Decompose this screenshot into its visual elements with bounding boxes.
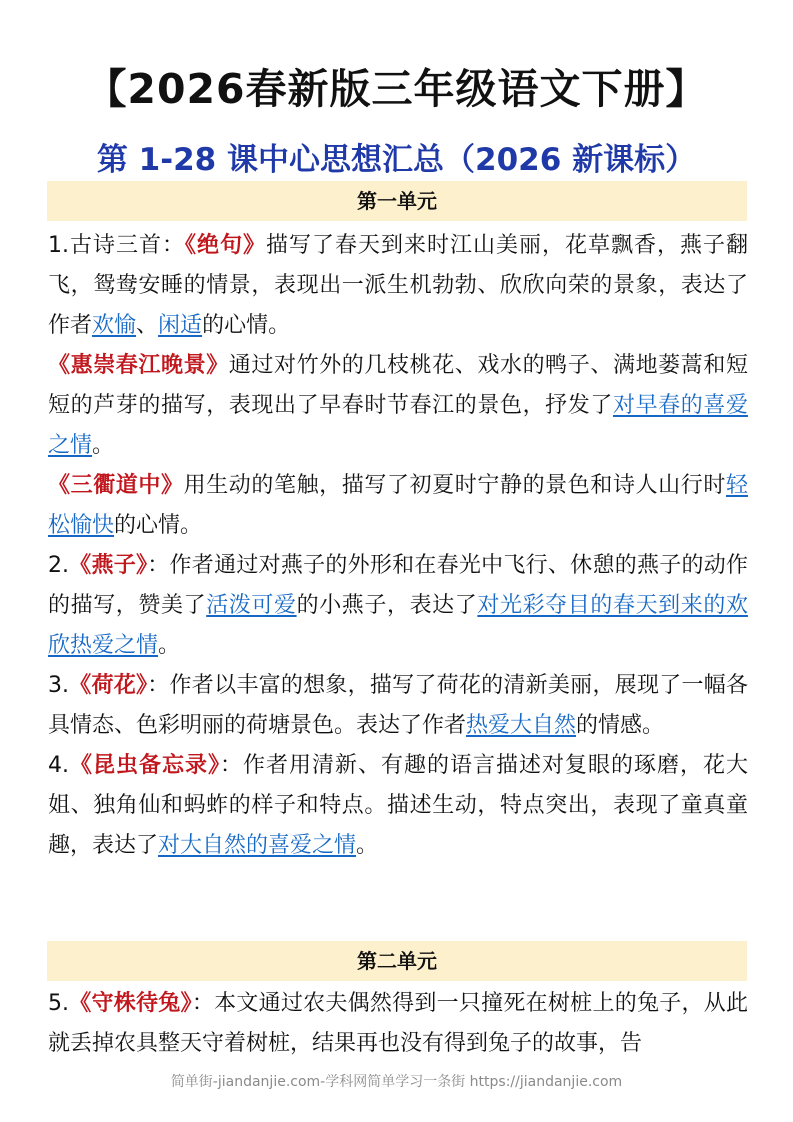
highlight-text: 对大自然的喜爱之情 bbox=[158, 833, 357, 858]
paragraph-huichong bbox=[48, 346, 748, 466]
lesson-title: 《守株待兔》 bbox=[69, 991, 192, 1016]
unit-1-heading: 第一单元 bbox=[47, 181, 747, 221]
highlight-text: 欢愉 bbox=[92, 313, 137, 338]
body-text: 的情感。 bbox=[576, 713, 665, 738]
paragraph-ancient-poems bbox=[48, 226, 748, 346]
item-prefix: 3. bbox=[48, 673, 69, 698]
page-title: 【2026春新版三年级语文下册】 bbox=[85, 65, 708, 113]
item-prefix: 1.古诗三首： bbox=[48, 233, 185, 258]
highlight-text: 轻松愉快 bbox=[48, 473, 748, 538]
body-text: ：作者通过对燕子的外形和在春光中飞行、休憩的燕子的动作的描写，赞美了 bbox=[48, 553, 748, 618]
page-subtitle: 第 1-28 课中心思想汇总（2026 新课标） bbox=[96, 142, 697, 178]
paragraph-lotus bbox=[48, 666, 748, 746]
paragraph-rabbit bbox=[48, 984, 748, 1064]
body-text: ：作者用清新、有趣的语言描述对复眼的琢磨，花大姐、独角仙和蚂蚱的样子和特点。描述生动，特点突出，表现了童真童趣，表达了 bbox=[48, 753, 748, 858]
lesson-title: 《绝句》 bbox=[184, 233, 266, 258]
footer-watermark: 简单街-jiandanjie.com-学科网简单学习一条街 https://jiandanjie.com bbox=[170, 1074, 623, 1090]
body-text: 通过对竹外的几枝桃花、戏水的鸭子、满地蒌蒿和短短的芦芽的描写，表现出了早春时节春江的景色，抒发了 bbox=[48, 353, 748, 418]
unit-2-heading: 第二单元 bbox=[47, 941, 747, 981]
body-text: 用生动的笔触，描写了初夏时宁静的景色和诗人山行时 bbox=[183, 473, 726, 498]
highlight-text: 热爱大自然 bbox=[466, 713, 577, 738]
item-prefix: 2. bbox=[48, 553, 69, 578]
body-text: 。 bbox=[158, 633, 181, 658]
item-prefix: 4. bbox=[48, 753, 69, 778]
body-text: 的心情。 bbox=[114, 513, 203, 538]
body-text: 的心情。 bbox=[202, 313, 291, 338]
paragraph-insects bbox=[48, 746, 748, 866]
lesson-title: 《昆虫备忘录》 bbox=[69, 753, 220, 778]
lesson-title: 《荷花》 bbox=[69, 673, 148, 698]
body-text: 的小燕子，表达了 bbox=[296, 593, 478, 618]
body-text: 、 bbox=[136, 313, 159, 338]
highlight-text: 对早春的喜爱之情 bbox=[48, 393, 748, 458]
lesson-title: 《三衢道中》 bbox=[48, 473, 184, 498]
body-text: 描写了春天到来时江山美丽，花草飘香，燕子翻飞，鸳鸯安睡的情景，表现出一派生机勃勃、欣欣向荣的景象，表达了作者 bbox=[48, 233, 748, 338]
body-text: 。 bbox=[356, 833, 379, 858]
body-text: ：本文通过农夫偶然得到一只撞死在树桩上的兔子，从此就丢掉农具整天守着树桩，结果再也没有得到兔子的故事，告 bbox=[48, 991, 748, 1056]
unit-2-content bbox=[48, 984, 748, 1064]
item-prefix: 5. bbox=[48, 991, 69, 1016]
highlight-text: 对光彩夺目的春天到来的欢欣热爱之情 bbox=[48, 593, 748, 658]
unit-1-content bbox=[48, 226, 748, 866]
lesson-title: 《燕子》 bbox=[69, 553, 148, 578]
paragraph-swallow bbox=[48, 546, 748, 666]
highlight-text: 闲适 bbox=[158, 313, 203, 338]
body-text: 。 bbox=[92, 433, 115, 458]
lesson-title: 《惠崇春江晚景》 bbox=[48, 353, 229, 378]
highlight-text: 活泼可爱 bbox=[206, 593, 297, 618]
body-text: ：作者以丰富的想象，描写了荷花的清新美丽，展现了一幅各具情态、色彩明丽的荷塘景色。表达了作者 bbox=[48, 673, 748, 738]
paragraph-sanqu bbox=[48, 466, 748, 546]
